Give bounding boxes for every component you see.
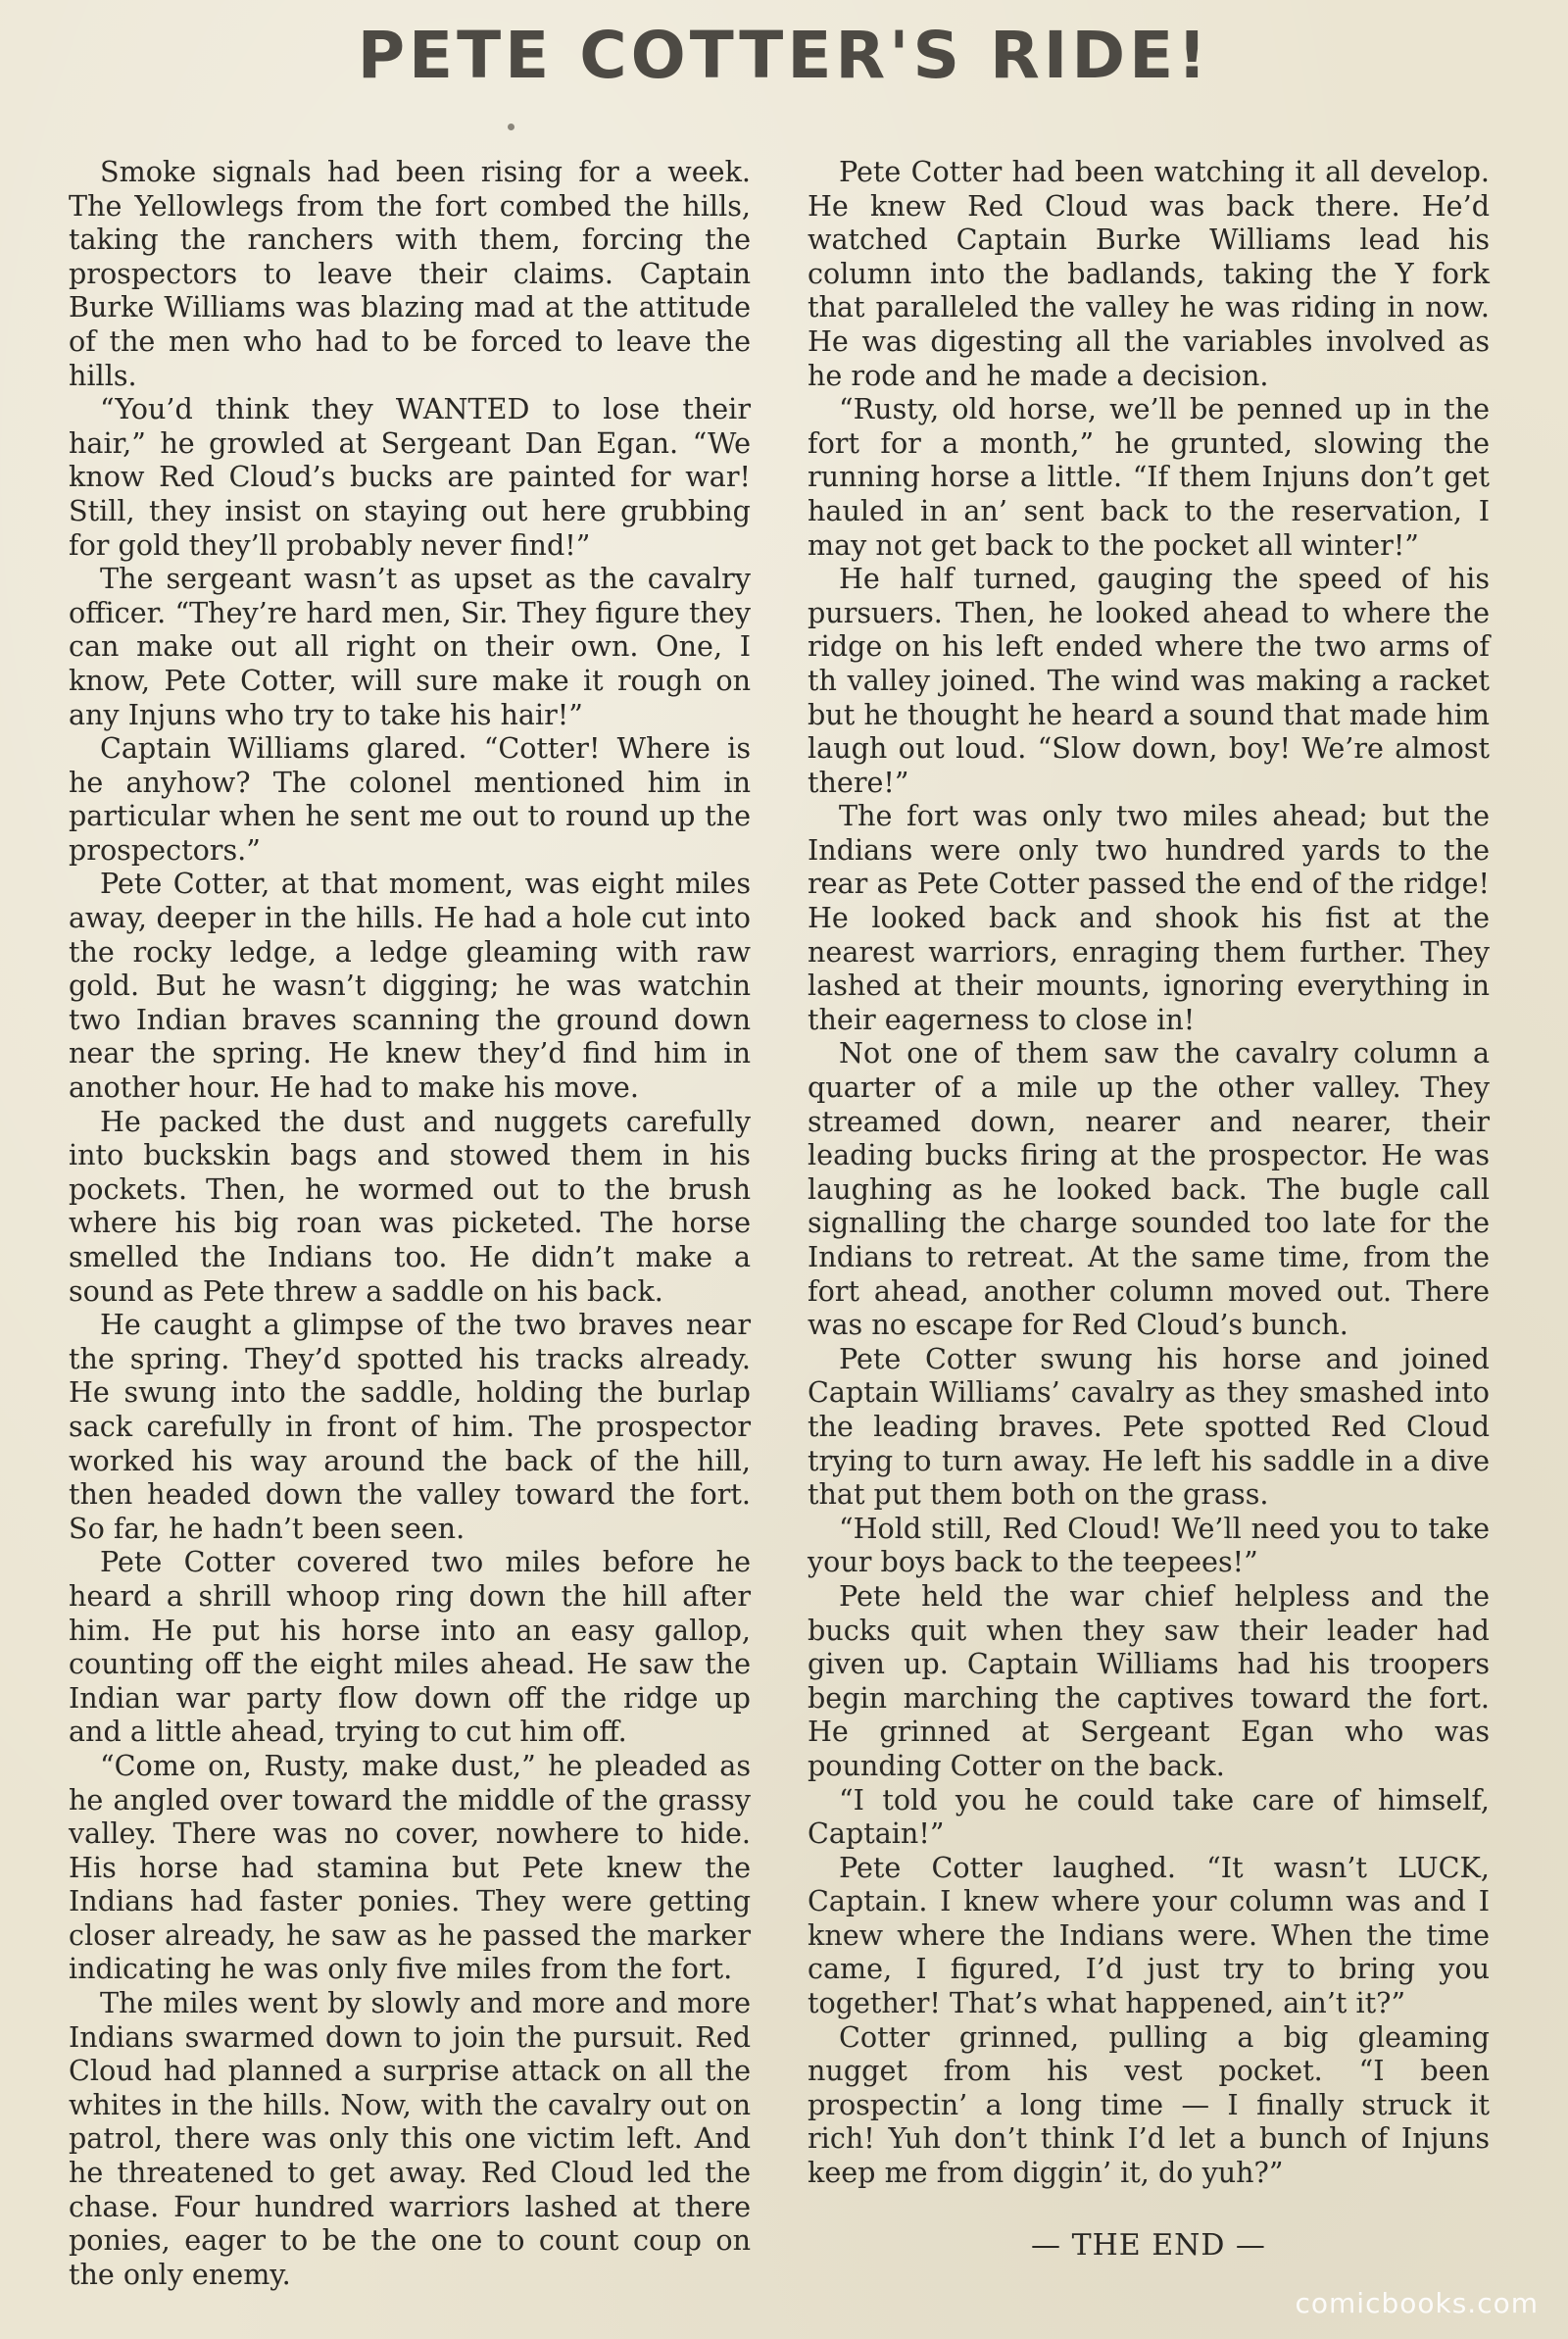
paragraph: Pete Cotter, at that moment, was eight miles away, deeper in the hills. He had a hole cut into the rocky ledge, a ledge gleaming with raw gold. But he wasn’t digging; he was watchin two Indian braves scanning the ground down near the spring. He knew they’d find him in another hour. He had to make his move. bbox=[69, 867, 751, 1105]
ink-speck bbox=[508, 124, 514, 130]
paragraph: He packed the dust and nuggets carefully into buckskin bags and stowed them in his pockets. Then, he wormed out to the brush where his big roan was picketed. The horse smelled the Indians too. He didn’t make a sound as Pete threw a saddle on his back. bbox=[69, 1104, 751, 1308]
paragraph: “Hold still, Red Cloud! We’ll need you to take your boys back to the teepees!” bbox=[808, 1511, 1490, 1579]
right-column bbox=[808, 155, 1490, 2263]
paragraph: The sergeant wasn’t as upset as the cavalry officer. “They’re hard men, Sir. They figure they can make out all right on their own. One, I know, Pete Cotter, will sure make it rough on any Injuns who try to take his hair!” bbox=[69, 562, 751, 731]
paragraph: Cotter grinned, pulling a big gleaming nugget from his vest pocket. “I been prospectin’ a long time — I finally struck it rich! Yuh don’t think I’d let a bunch of Injuns keep me from diggin’ it, do yuh?” bbox=[808, 2019, 1490, 2190]
paragraph: Pete Cotter had been watching it all develop. He knew Red Cloud was back there. He’d watched Captain Burke Williams lead his column into the badlands, taking the Y fork that paralleled the valley he was riding in now. He was digesting all the variables involved as he rode and he made a decision. bbox=[808, 155, 1490, 392]
paragraph: Smoke signals had been rising for a week. The Yellowlegs from the fort combed the hills, taking the ranchers with them, forcing the prospectors to leave their claims. Captain Burke Williams was blazing mad at the attitude of the men who had to be forced to leave the hills. bbox=[69, 155, 751, 392]
paragraph: Pete Cotter swung his horse and joined Captain Williams’ cavalry as they smashed into the leading braves. Pete spotted Red Cloud trying to turn away. He left his saddle in a dive that put them both on the grass. bbox=[808, 1341, 1490, 1512]
paragraph: He caught a glimpse of the two braves near the spring. They’d spotted his tracks already. He swung into the saddle, holding the burlap sack carefully in front of him. The prospector worked his way around the back of the hill, then headed down the valley toward the fort. So far, he hadn’t been seen. bbox=[69, 1308, 751, 1545]
story-title: PETE COTTER'S RIDE! bbox=[357, 18, 1211, 93]
paragraph: Captain Williams glared. “Cotter! Where is he anyhow? The colonel mentioned him in particular when he sent me out to round up the prospectors.” bbox=[69, 731, 751, 867]
paragraph: “You’d think they WANTED to lose their hair,” he growled at Sergeant Dan Egan. “We know Red Cloud’s bucks are painted for war! Still, they insist on staying out here grubbing for gold they’ll probably never find!” bbox=[69, 392, 751, 562]
paragraph: Pete Cotter laughed. “It wasn’t LUCK, Captain. I knew where your column was and I knew where the Indians were. When the time came, I figured, I’d just try to bring you together! That’s what happened, ain’t it?” bbox=[808, 1850, 1490, 2020]
paragraph: Not one of them saw the cavalry column a quarter of a mile up the other valley. They streamed down, nearer and nearer, their leading bucks firing at the prospector. He was laughing as he looked back. The bugle call signalling the charge sounded too late for the Indians to retreat. At the same time, from the fort ahead, another column moved out. There was no escape for Red Cloud’s bunch. bbox=[808, 1036, 1490, 1342]
paragraph: “Come on, Rusty, make dust,” he pleaded as he angled over toward the middle of the grassy valley. There was no cover, nowhere to hide. His horse had stamina but Pete knew the Indians had faster ponies. They were getting closer already, he saw as he passed the marker indicating he was only five miles from the fort. bbox=[69, 1748, 751, 1986]
left-column bbox=[69, 155, 751, 2291]
site-watermark: comicbooks.com bbox=[1295, 2287, 1539, 2319]
paragraph: The fort was only two miles ahead; but the Indians were only two hundred yards to the rear as Pete Cotter passed the end of the ridge! He looked back and shook his fist at the nearest warriors, enraging them further. They lashed at their mounts, ignoring everything in their eagerness to close in! bbox=[808, 799, 1490, 1036]
paragraph: Pete held the war chief helpless and the bucks quit when they saw their leader had given up. Captain Williams had his troopers begin marching the captives toward the fort. He grinned at Sergeant Egan who was pounding Cotter on the back. bbox=[808, 1578, 1490, 1782]
the-end-marker: — THE END — bbox=[1031, 2227, 1266, 2263]
paragraph: Pete Cotter covered two miles before he heard a shrill whoop ring down the hill after him. He put his horse into an easy gallop, counting off the eight miles ahead. He saw the Indian war party flow down off the ridge up and a little ahead, trying to cut him off. bbox=[69, 1545, 751, 1749]
paragraph: The miles went by slowly and more and more Indians swarmed down to join the pursuit. Red Cloud had planned a surprise attack on all the whites in the hills. Now, with the cavalry out on patrol, there was only this one victim left. And he threatened to get away. Red Cloud led the chase. Four hundred warriors lashed at there ponies, eager to be the one to count coup on the only enemy. bbox=[69, 1986, 751, 2291]
paragraph: “I told you he could take care of himself, Captain!” bbox=[808, 1782, 1490, 1851]
paragraph: He half turned, gauging the speed of his pursuers. Then, he looked ahead to where the ridge on his left ended where the two arms of th valley joined. The wind was making a racket but he thought he heard a sound that made him laugh out loud. “Slow down, boy! We’re almost there!” bbox=[808, 562, 1490, 799]
paragraph: “Rusty, old horse, we’ll be penned up in the fort for a month,” he grunted, slowing the running horse a little. “If them Injuns don’t get hauled in an’ sent back to the reservation, I may not get back to the pocket all winter!” bbox=[808, 392, 1490, 562]
